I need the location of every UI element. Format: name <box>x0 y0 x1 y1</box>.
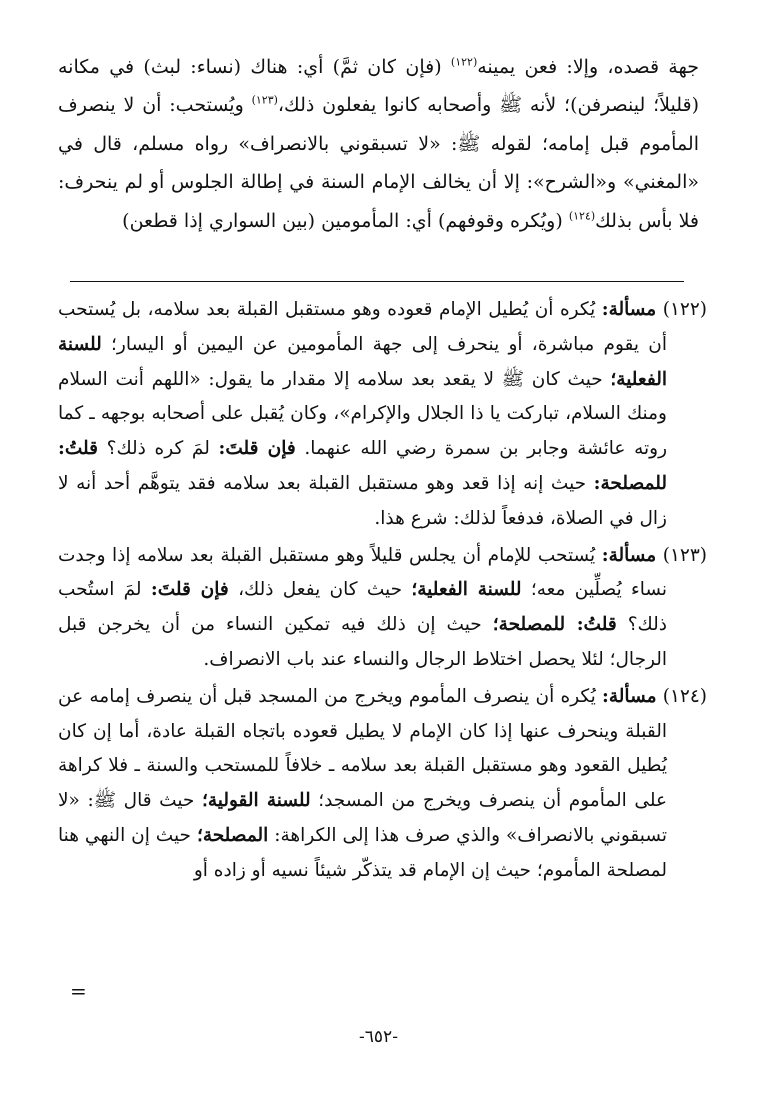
main-line: (ويُكره وقوفهم) أي: المأمومين (بين السواري إذا قطعن) <box>122 209 563 232</box>
footnote-122 <box>58 293 707 537</box>
footnote-text: حيث قال ﷺ: «لا تسبقوني بالانصراف» والذي صرف هذا إلى الكراهة: <box>58 790 667 846</box>
evidence-label: للسنة الفعلية؛ <box>58 333 667 390</box>
issue-label: مسألة: <box>602 685 657 707</box>
footnote-ref: (١٢٣) <box>251 94 278 108</box>
main-text <box>58 48 699 240</box>
footnote-text: حيث إنه إذا قعد وهو مستقبل القبلة بعد سلامه فقد يتوهَّم أحد أنه لا زال في الصلاة، فدفعاً لذلك: شرع هذا. <box>58 472 667 529</box>
footnote-text: حيث كان ﷺ لا يقعد بعد سلامه إلا مقدار ما يقول: «اللهم أنت السلام ومنك السلام، تباركت يا ذا الجلال والإكرام»، وكان يُقبل على أصحابه بوجهه ـ كما روته عائشة وجابر بن سمرة رضي الله عنهما. <box>58 368 668 460</box>
main-line: ويُستحب: أن لا <box>123 94 244 117</box>
footnote-separator <box>70 281 684 282</box>
footnote-124 <box>58 680 707 889</box>
footnote-ref: (١٢٤) <box>568 209 596 223</box>
main-line: (قليلاً؛ لينصرفن)؛ لأنه ﷺ وأصحابه كانوا يفعلون ذلك، <box>277 94 699 117</box>
footnote-text: يُكره أن ينصرف المأموم ويخرج من المسجد قبل أن ينصرف إمامه عن القبلة وينحرف عنها إذا كان الإمام لا يطيل قعوده باتجاه القبلة عادة، أما إن كان يُطيل القعود وهو مستقبل القبلة بعد سلامه ـ خلافاً للمستحب والسنة ـ فلا كراهة على المأموم أن ينصرف ويخرج من المسجد؛ <box>58 685 667 812</box>
evidence-label: للسنة القولية؛ <box>201 790 311 812</box>
question-label: فإن قلتَ: <box>150 579 229 601</box>
page-number: -٦٥٢- <box>359 1027 398 1047</box>
issue-label: مسألة: <box>601 544 657 566</box>
footnote-text: حيث إن ذلك فيه تمكين النساء من أن يخرجن قبل الرجال؛ لئلا يحصل اختلاط الرجال والنساء عند باب الانصراف. <box>58 614 667 670</box>
main-line: ينصرف المأموم قبل إمامه؛ لقوله ﷺ: «لا تسبقوني بالانصراف» رواه مسلم، قال <box>58 94 699 155</box>
question-label: فإن قلتَ: <box>218 438 296 460</box>
footnote-number: (١٢٣) <box>662 544 707 566</box>
footnote-123 <box>58 539 707 678</box>
issue-label: مسألة: <box>601 299 657 320</box>
reason-label: المصلحة؛ <box>196 824 269 846</box>
footnote-ref: (١٢٢) <box>450 55 478 69</box>
footnote-text: حيث كان يفعل ذلك، <box>238 579 403 601</box>
footnote-text: حيث إن النهي هنا لمصلحة المأموم؛ حيث إن الإمام قد يتذكّر شيئاً نسيه أو زاده أو <box>58 824 667 881</box>
evidence-label: للسنة الفعلية؛ <box>411 579 522 601</box>
main-line: جهة قصده، وإلا: فعن يمينه <box>477 56 700 78</box>
footnote-text: يُكره أن يُطيل الإمام قعوده وهو مستقبل القبلة بعد سلامه، بل يُستحب أن يقوم مباشرة، أو ينحرف إلى جهة المأمومين عن اليمين أو اليسار؛ <box>58 299 667 355</box>
footnote-number: (١٢٢) <box>662 299 707 320</box>
footnote-text: لمَ كره ذلك؟ <box>106 438 210 460</box>
footnote-text: يُستحب للإمام أن يجلس قليلاً وهو مستقبل القبلة بعد سلامه إذا وجدت نساء يُصلِّين معه؛ <box>58 544 667 601</box>
footnote-text: لمَ استُحب ذلك؟ <box>58 579 667 636</box>
main-line: فلا بأس بذلك <box>595 209 699 232</box>
continuation-mark: = <box>70 979 87 1003</box>
main-line: (فإن كان ثمَّ) أي: هناك (نساء: لبث) في مكانه <box>58 56 442 78</box>
answer-label: قلتُ: للمصلحة؛ <box>492 614 617 636</box>
answer-label: قلتُ: للمصلحة: <box>58 438 667 494</box>
main-line: في «المغني» و«الشرح»: إلا أن يخالف الإمام السنة في إطالة الجلوس أو لم ينحرف: <box>58 132 699 194</box>
footnotes <box>58 293 707 891</box>
footnote-number: (١٢٤) <box>662 685 707 707</box>
